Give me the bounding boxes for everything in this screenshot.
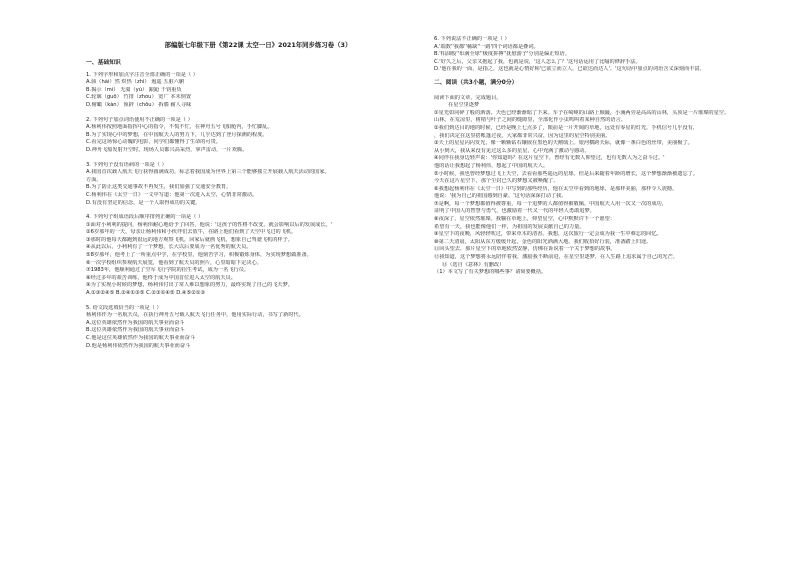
reading-paragraph: 他的话让我想起了杨利伟，想起了中国的航天人。 — [434, 162, 549, 169]
reading-paragraph: ①星光如同碎了般的洒落，天色已经渐渐暗了下来。车子在崎岖的山路上颠簸，小溪两旁是高高的山林，头顶是一片璀璨的星空。 — [434, 109, 730, 116]
question-4 — [86, 214, 421, 298]
question-4-line: ⑥一次学校组织参观航天展览，他看到了航天员的照片，心里暗暗下定决心。 — [86, 259, 262, 266]
question-4-line: ⑦1983年，他顺利通过了空军飞行学院的招生考试，成为一名飞行员。 — [86, 267, 250, 274]
question-4-line: ④从此以后，小利利有了一个梦想，长大以后要成为一名优秀的航天员。 — [86, 244, 252, 251]
question-1 — [86, 72, 421, 110]
reading-paragraph: ⑨星空下的夜晚，风轻轻吹过，带来草木的清香。我想，这次旅行一定会成为我一生中难忘的回忆。 — [434, 231, 662, 238]
right-column — [434, 36, 774, 277]
section-reading-heading: 二、阅读（共3小题，满分0分） — [434, 79, 518, 86]
question-5-line: D.他是杨利伟依然作为我国的航天事业而奋斗 — [86, 342, 191, 349]
question-5-line: 杨利伟作为一名航天员，在执行神舟五号载人航天飞行任务中，他用实际行动，书写了新时代。 — [86, 312, 304, 319]
reading-paragraph: ⑫我知道，这个梦想将永远陪伴着我，激励我不断前进，在星空里逐梦，在人生路上追求属于自己的光芒。 — [434, 254, 678, 261]
question-4-line: ⑨为了实现小时候的梦想，杨利伟付出了常人难以想象的努力，最终实现了自己的飞天梦。 — [86, 282, 293, 289]
question-1-option-d: D.俯瞰（kàn） 预辟（chōu） 拆膝 耐人寻味 — [86, 101, 192, 108]
question-1-option-a: A.骇（hài）然 炽热（zhì） 遏遥 五脏六腑 — [86, 79, 185, 86]
reading-paragraph: 今天在这片星空下，那个尘封已久的梦想又被唤醒了。 — [434, 178, 559, 185]
question-4-options: A.①③②④⑤ B.②④①③⑤ C.②③①④⑤ D.④⑤②①③ — [86, 290, 206, 297]
question-1-option-b: B.揭示（mì） 无虞（yú） 踉跄 千钧重负 — [86, 86, 182, 93]
question-4-line: ①面对小利利的提问，杨利伟耐心地给予了回答，他说：'这孩子的性格不改变，就会影响以后的发展成长。' — [86, 221, 333, 228]
question-4-stem: 4. 下列句子组成语段后顺序排列正确的一项是（ ） — [86, 214, 204, 221]
reading-heading: 在星空里逐梦 — [448, 102, 480, 109]
reading-question-1: （1）本文写了有关梦想的哪些事？请简要概括。 — [434, 269, 547, 276]
reading-paragraph: ⑥我想起杨利伟在《太空一日》中写到的那些经历，他在太空中看到的地球，是那样美丽，那样令人震撼。 — [434, 185, 678, 192]
reading-paragraph: ⑤小时候，我也曾经梦想过飞上天空，去看看那些遥远的星球。但是后来随着年龄的增长，这个梦想渐渐被遗忘了。 — [434, 170, 699, 177]
question-6-line: C.'好久之后，父亲又抱起了我，也就是说，'这人怎么了？'这句话运用了比喻的修辞手法。 — [434, 58, 641, 65]
reading-paragraph: ，我们决定在这里搭帐篷过夜。大家都非常兴奋，因为这里的星空特别美丽。 — [434, 132, 611, 139]
reading-passage — [434, 95, 774, 277]
question-4-line: ③那时的他每天都跑到很远的地方观察飞机，回家后就画飞机，想象自己驾驶飞机的样子。 — [86, 236, 293, 243]
reading-paragraph: ②我们到达目的地的时候，已经是晚上七点多了，眼前是一片开阔的草地，远处有零星的灯光，手机信号几乎没有， — [434, 124, 699, 131]
reading-source: ⑬（选自《意林》有删改） — [442, 261, 505, 268]
question-6-line: B.'柏油般''布满全球''极度拼搏''抚慰游子'分别是偏正短语。 — [434, 51, 570, 58]
question-3-line: D.有没有坚定的信念，是一个人取得成功的关键。 — [86, 199, 201, 206]
question-2-line: C.看完这场惊心动魄的电影，同学们都懂得了生命的可贵。 — [86, 139, 221, 146]
question-5-line: C.他是这位英雄依然作为我国的航天事业而奋斗 — [86, 335, 196, 341]
section-basics-heading: 一、基础知识 — [86, 60, 121, 66]
question-4-line: ⑧经过多年的艰苦训练，他终于成为中国首位进入太空的航天员。 — [86, 274, 236, 281]
reading-paragraph: ③天上的星星闪闪发光，像一颗颗钻石镶嵌在黑色的天鹅绒上。银河横跨天际，就像一条白色的丝带，美丽极了。 — [434, 140, 693, 147]
reading-paragraph: ④同伴在我身边轻声说：'你知道吗？在这片星空下，曾经有无数人仰望过，也有无数人为之奋斗过。' — [434, 155, 665, 162]
reading-paragraph: ⑪回头望去，那片星空下的草地依然安静，仿佛在诉说着一个关于梦想的故事。 — [434, 246, 616, 253]
reading-paragraph: ⑧夜深了，星空依然璀璨。我躺在草地上，仰望星空，心中默默许下一个愿望： — [434, 216, 616, 223]
question-3-line: A.我国首次载人航天飞行获得圆满成功，标志着我国成为世界上第三个能够独立开展载人航天活动的国家。 — [86, 169, 330, 176]
question-2-stem: 2. 下列句子加点词语使用不正确的一项是（ ） — [86, 116, 193, 123]
question-6-line: A.'端数''我都''稀缺''一路'四个词语都是叠词。 — [434, 43, 539, 50]
question-3 — [86, 162, 421, 208]
question-6-stem: 6. 下列说法不正确的一项是（ ） — [434, 36, 510, 42]
question-1-stem: 1. 下列字形和加点字注音全部正确的一项是（ ） — [86, 71, 198, 78]
question-6-line: D.'他在我的一面，是指之，这也就是心情好和'已欲立而立人，已欲达而达人'。'这句话中加点的词语含义深刻而丰富。 — [434, 66, 705, 73]
question-3-line: C.杨利伟在《太空一日》一文中写道：他第一次进入太空，心情非常激动。 — [86, 191, 258, 198]
question-5-line: B.这位英雄依然作为我国的航天事业而奋斗 — [86, 327, 185, 334]
reading-paragraph: 他说：'我为自己的祖国感到自豪。'这句话深深打动了我。 — [434, 193, 567, 200]
reading-paragraph: 山林。在荒凉里，树梢与叶子之间的缝隙里，全部化作小虫鸣叫着某种自然的语言。 — [434, 117, 626, 124]
reading-intro: 阅读下面的文章，完成题目。 — [434, 94, 502, 101]
question-4-line: ⑤8岁那年，他考上了一所重点中学，在学校里，他刻苦学习，积极锻炼身体，为实现梦想做准备。 — [86, 252, 312, 259]
reading-paragraph: 证明了中国人的智慧与勇气，也激励着一代又一代的年轻人勇敢追梦。 — [434, 208, 595, 215]
question-3-line: 方面。 — [86, 176, 102, 183]
question-2 — [86, 117, 421, 155]
reading-paragraph: ⑩第二天清晨，太阳从东方缓缓升起，金色的阳光洒满大地。我们收拾好行装，准备踏上归途。 — [434, 238, 652, 245]
left-column — [86, 58, 421, 351]
question-5 — [86, 305, 421, 351]
question-3-line: B.为了防止这类交通事故不再发生，我们加强了交通安全教育。 — [86, 184, 232, 191]
question-2-line: A.杨利伟按照地面指挥中心的指令，不慌不忙，在神舟五号飞船舱内，手忙脚乱。 — [86, 124, 273, 131]
question-6 — [434, 36, 774, 74]
reading-paragraph: 从小到大，我从来没有见过这么多的星星，心中充满了激动与感动。 — [434, 147, 590, 154]
question-3-stem: 3. 下列句子没有语病的一项是（ ） — [86, 161, 167, 168]
question-4-line: ②6岁那年的一天，母亲让杨利伟和小伙伴们去放牛，在路上他们看到了天空中飞过的飞机。 — [86, 229, 297, 236]
reading-paragraph: ⑦是啊，每一个梦想都值得被尊重，每一个追梦的人都值得被敬佩。中国航天人用一次又一次的成功， — [434, 200, 667, 207]
question-5-stem: 5. 给文段选填恰当的一项是（ ） — [86, 304, 162, 311]
question-1-option-c: C.轮廓（guō） 竹排（zhòu） 宽广 本末倒置 — [86, 94, 192, 101]
page-title: 部编版七年级下册《第22课 太空一日》2021年同步练习卷（3） — [164, 41, 352, 49]
question-5-line: A.这位英雄依然作为我国的航天事业而奋斗 — [86, 319, 185, 326]
reading-paragraph: 希望有一天，我也能像他们一样，为祖国的发展贡献自己的力量。 — [434, 223, 585, 230]
question-2-line: B.为了实现心中的梦想，在中国航天人的努力下，几乎达到了登月探测的程度。 — [86, 131, 268, 138]
question-2-line: D.神舟飞船发射升空时，现场人员都兴高采烈，掌声雷动，一片欢腾。 — [86, 146, 248, 153]
